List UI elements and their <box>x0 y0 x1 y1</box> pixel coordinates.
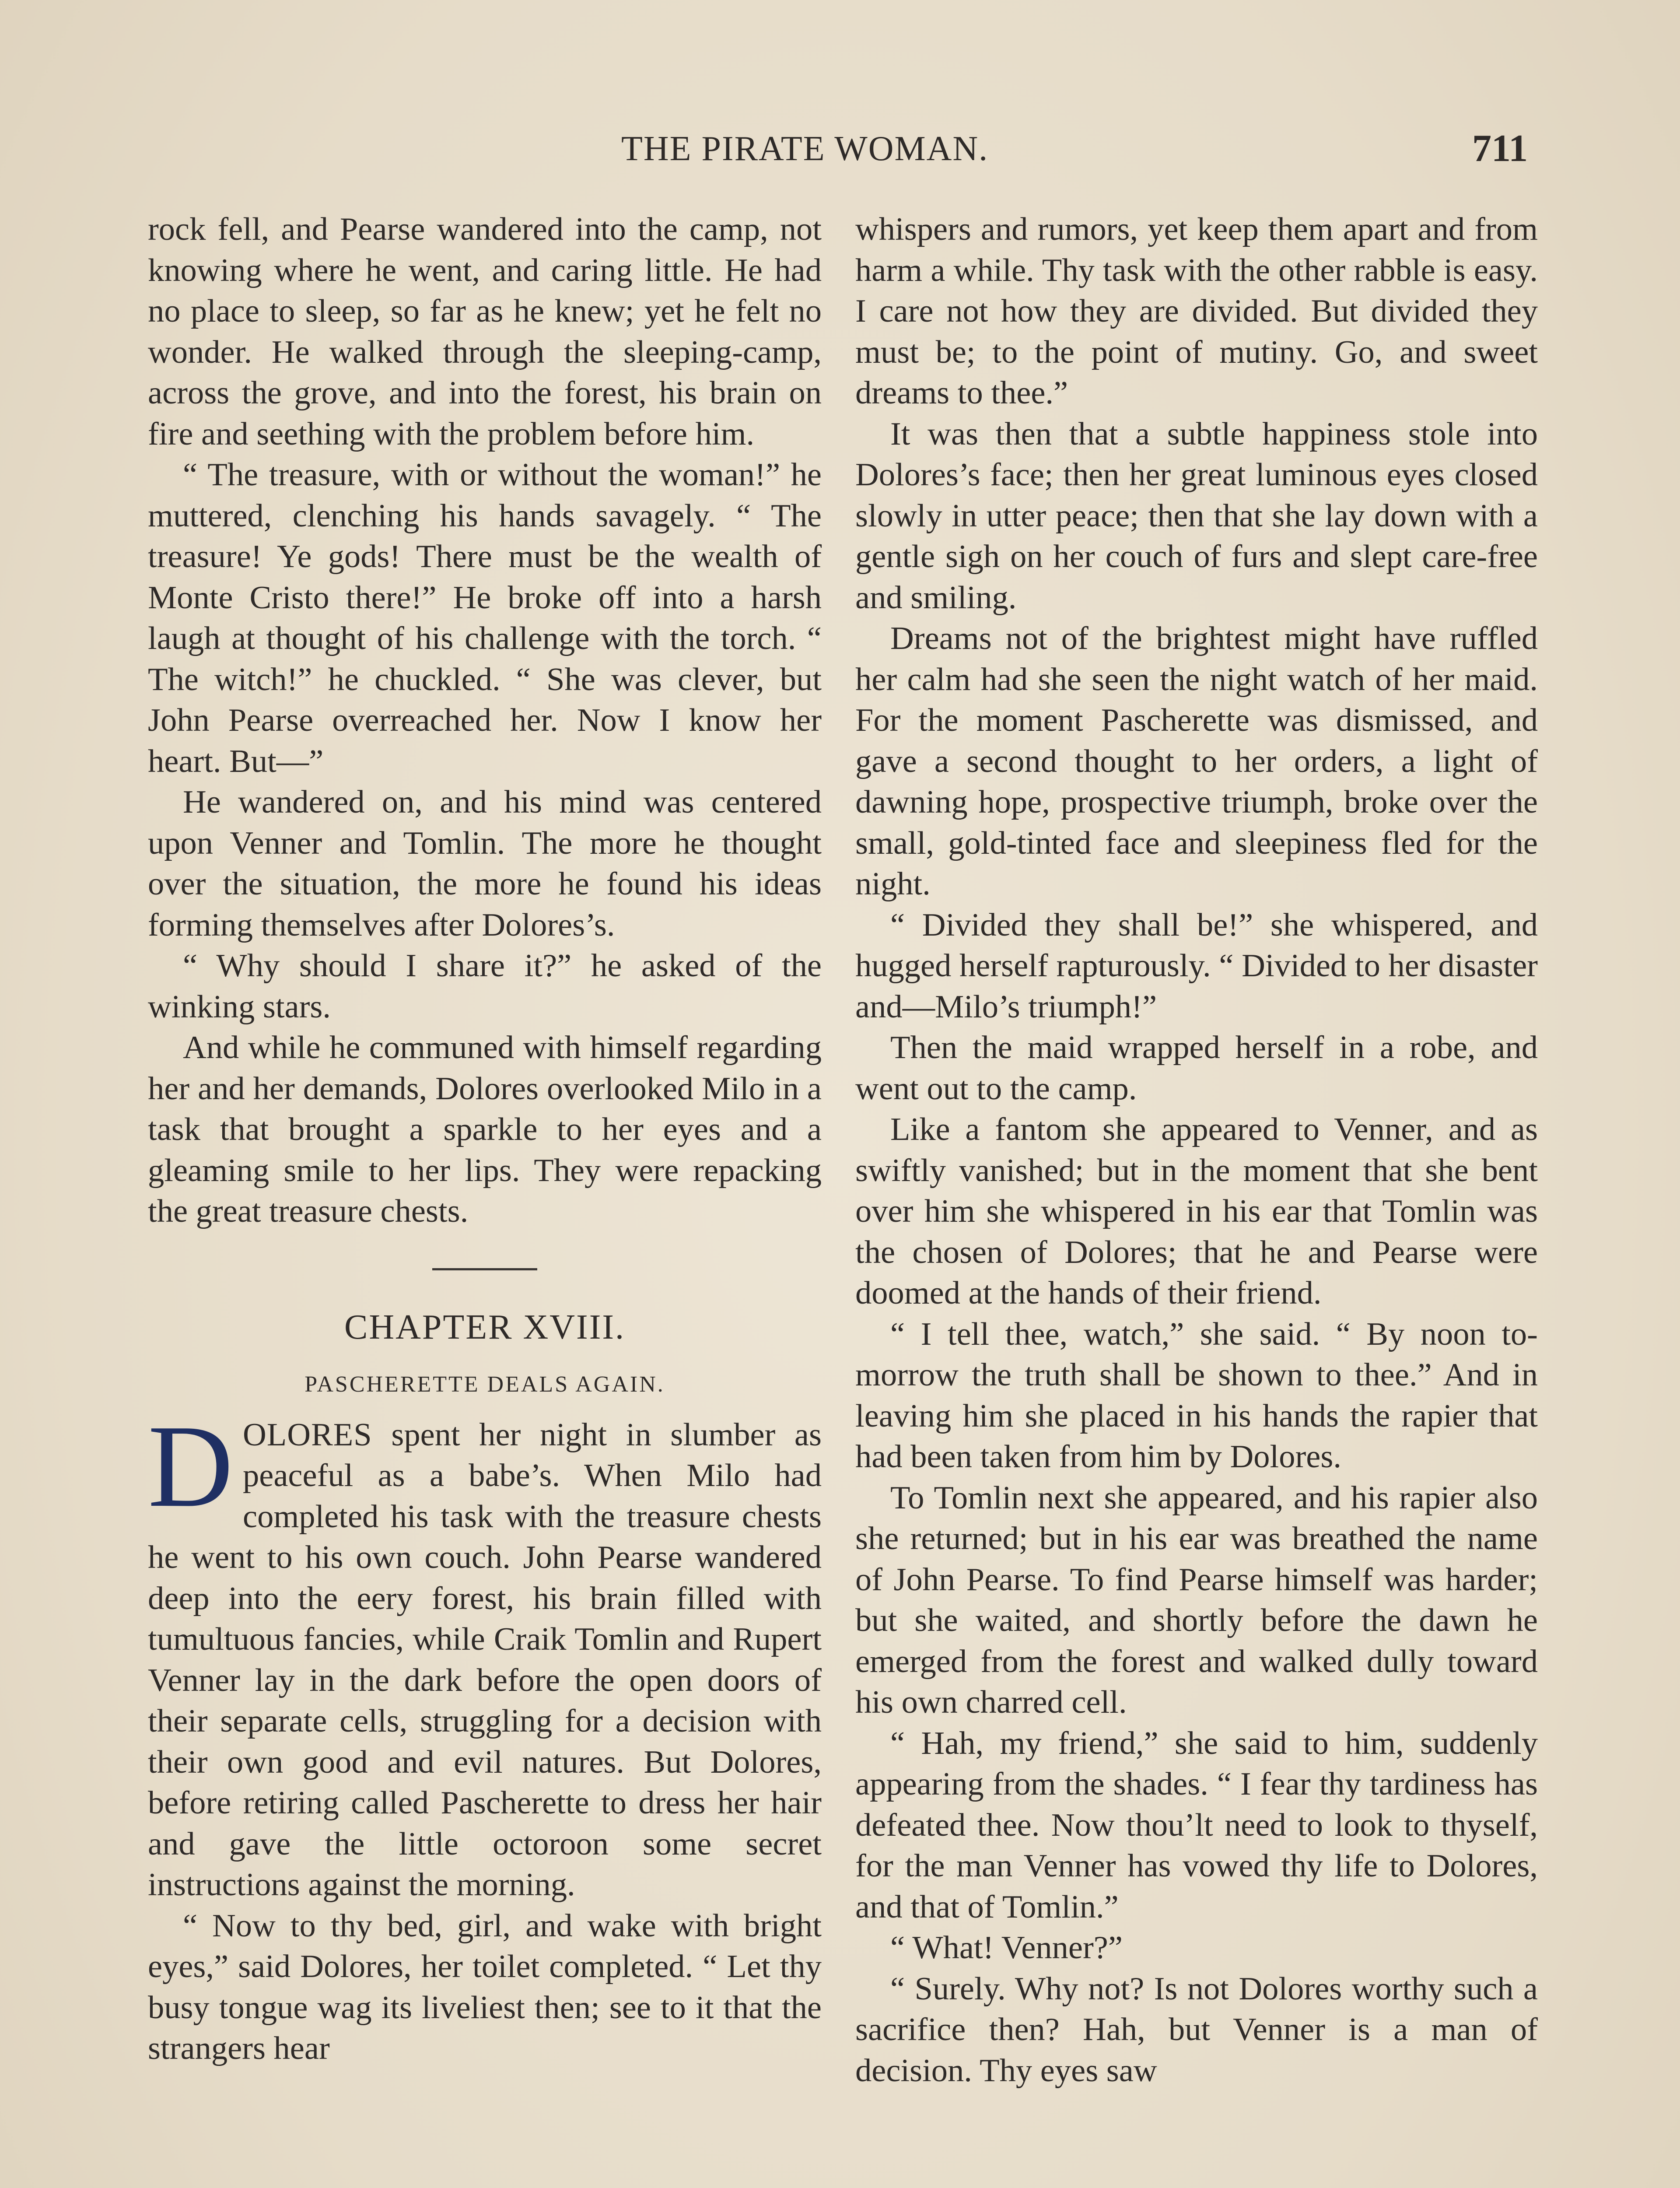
chapter-title: CHAPTER XVIII. <box>344 1308 625 1346</box>
right-column <box>855 209 1538 2091</box>
paragraph: Then the maid wrapped herself in a robe, and went out to the camp. <box>855 1030 1538 1107</box>
paragraph: “ Surely. Why not? Is not Dolores worthy such a sacrifice then? Hah, but Venner is a man of decision. Thy eyes saw <box>855 1971 1538 2089</box>
paragraph: And while he communed with himself regarding her and her demands, Dolores overlooked Milo in a task that brought a sparkle to her eyes and a gleaming smile to her lips. They were repacking the great treasure chests. <box>148 1030 822 1229</box>
paragraph: “ The treasure, with or without the woman!” he muttered, clenching his hands savagely. “ The treasure! Ye gods! There must be the wealth of Monte Cristo there!” He broke off into a harsh laugh at thought of his challenge with the torch. “ The witch!” he chuckled. “ She was clever, but John Pearse overreached her. Now I know her heart. But—” <box>148 457 822 779</box>
left-column <box>148 209 822 2069</box>
drop-cap: D <box>148 1400 233 1532</box>
opening-text: spent her night in slumber as peaceful as a babe’s. When Milo had completed his task with the treasure chests he went to his own couch. John Pearse wandered deep into the eery forest, his brain filled with tumultuous fancies, while Craik Tomlin and Rupert Venner lay in the dark before the open doors of their separate cells, struggling for a decision with their own good and evil natures. But Dolores, before retiring called Pascherette to dress her hair and gave the little octoroon some secret instructions against the morning. <box>148 1417 822 1903</box>
paragraph: Like a fantom she appeared to Venner, and as swiftly vanished; but in the moment that she bent over him she whispered in his ear that Tomlin was the chosen of Dolores; that he and Pearse were doomed at the hands of their friend. <box>855 1112 1538 1311</box>
running-header <box>0 125 1680 173</box>
paragraph: It was then that a subtle happiness stole into Dolores’s face; then her great luminous eyes closed slowly in utter peace; then that she lay down with a gentle sigh on her couch of furs and slept care-free and smiling. <box>855 416 1538 616</box>
paragraph: “ Divided they shall be!” she whispered, and hugged herself rapturously. “ Divided to her disaster and—Milo’s triumph!” <box>855 907 1538 1025</box>
paragraph: rock fell, and Pearse wandered into the camp, not knowing where he went, and caring little. He had no place to sleep, so far as he knew; yet he felt no wonder. He walked through the sleeping-camp, across the grove, and into the forest, his brain on fire and seething with the problem before him. <box>148 211 822 452</box>
running-title: THE PIRATE WOMAN. <box>621 130 989 168</box>
paragraph: “ Hah, my friend,” she said to him, suddenly appearing from the shades. “ I fear thy tardiness has defeated thee. Now thou’lt need to look to thyself, for the man Venner has vowed thy life to Dolores, and that of Tomlin.” <box>855 1725 1538 1925</box>
paragraph: To Tomlin next she appeared, and his rapier also she returned; but in his ear was breathed the name of John Pearse. To find Pearse himself was harder; but she waited, and shortly before the dawn he emerged from the forest and walked dully toward his own charred cell. <box>855 1480 1538 1720</box>
chapter-subtitle: PASCHERETTE DEALS AGAIN. <box>304 1371 665 1397</box>
section-divider <box>432 1268 537 1270</box>
paragraph: “ Now to thy bed, girl, and wake with bright eyes,” said Dolores, her toilet completed. “ Let thy busy tongue wag its liveliest then; see to it that the strangers hear <box>148 1907 822 2066</box>
paragraph: “ I tell thee, watch,” she said. “ By noon to-morrow the truth shall be shown to thee.” And in leaving him she placed in his hands the rapier that had been taken from him by Dolores. <box>855 1316 1538 1475</box>
paragraph: “ What! Venner?” <box>890 1930 1123 1966</box>
chapter-opening-paragraph <box>148 1400 822 1906</box>
paragraph: whispers and rumors, yet keep them apart and from harm a while. Thy task with the other rabble is easy. I care not how they are divided. But divided they must be; to the point of mutiny. Go, and sweet dreams to thee.” <box>855 211 1538 411</box>
paragraph: He wandered on, and his mind was centered upon Venner and Tomlin. The more he thought over the situation, the more he found his ideas forming themselves after Dolores’s. <box>148 784 822 943</box>
paragraph: “ Why should I share it?” he asked of the winking stars. <box>148 948 822 1025</box>
page-number: 711 <box>1472 127 1528 170</box>
paragraph: Dreams not of the brightest might have ruffled her calm had she seen the night watch of her maid. For the moment Pascherette was dismissed, and gave a second thought to her orders, a light of dawning hope, prospective triumph, broke over the small, gold-tinted face and sleepiness fled for the night. <box>855 621 1538 902</box>
lead-in-word: OLORES <box>243 1417 372 1453</box>
